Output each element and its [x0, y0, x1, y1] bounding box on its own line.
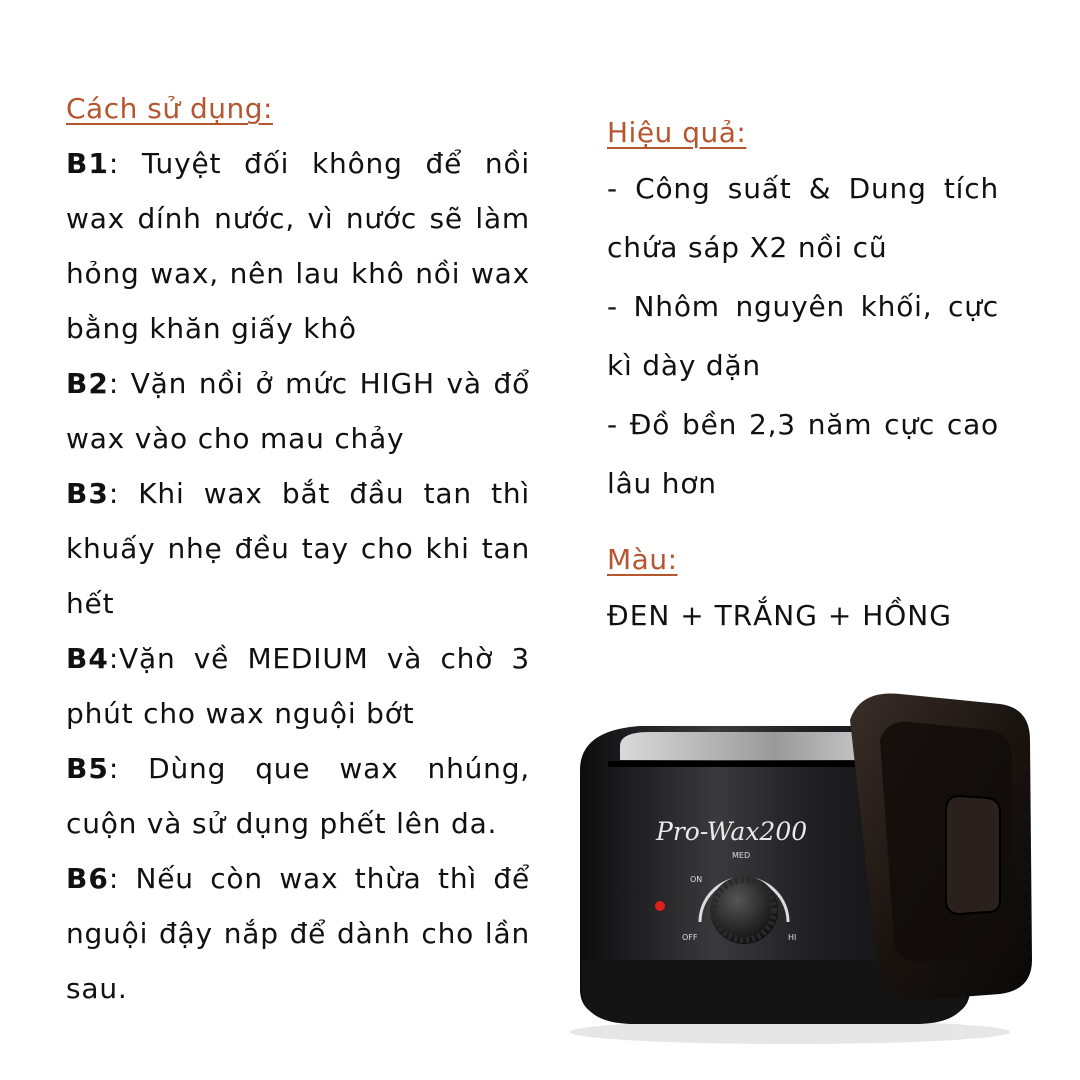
usage-steps [66, 136, 530, 1016]
step-4 [66, 631, 530, 741]
step-label: B1 [66, 147, 109, 180]
step-text: : Tuyệt đối không để nồi wax dính nước, vì nước sẽ làm hỏng wax, nên lau khô nồi wax bằng khăn giấy khô [66, 147, 530, 345]
effect-item: - Đồ bền 2,3 năm cực cao lâu hơn [607, 408, 999, 500]
temperature-knob[interactable] [710, 876, 778, 944]
step-label: B5 [66, 752, 109, 785]
step-2 [66, 356, 530, 466]
lid-handle[interactable] [946, 796, 1000, 914]
dial-label-hi: HI [788, 933, 797, 942]
color-heading: Màu: [607, 543, 678, 576]
step-5 [66, 741, 530, 851]
step-3 [66, 466, 530, 631]
effect-item: - Nhôm nguyên khối, cực kì dày dặn [607, 290, 999, 382]
dial-label-med: MED [732, 851, 751, 860]
effect-item: - Công suất & Dung tích chứa sáp X2 nồi cũ [607, 172, 999, 264]
step-text: : Vặn nồi ở mức HIGH và đổ wax vào cho mau chảy [66, 367, 530, 455]
step-text: : Dùng que wax nhúng, cuộn và sử dụng phết lên da. [66, 752, 530, 840]
step-1 [66, 136, 530, 356]
step-label: B3 [66, 477, 109, 510]
power-led [655, 901, 665, 911]
color-value: ĐEN + TRẮNG + HỒNG [607, 599, 952, 632]
step-label: B4 [66, 642, 109, 675]
dial-label-off: OFF [682, 933, 698, 942]
dial-label-on: ON [690, 875, 703, 884]
brand-label: Pro-Wax200 [656, 817, 808, 846]
effects-heading: Hiệu quả: [607, 116, 747, 149]
step-text: :Vặn về MEDIUM và chờ 3 phút cho wax nguội bớt [66, 642, 530, 730]
step-6 [66, 851, 530, 1016]
step-label: B6 [66, 862, 109, 895]
wax-warmer-image [560, 660, 1060, 1060]
step-text: : Khi wax bắt đầu tan thì khuấy nhẹ đều tay cho khi tan hết [66, 477, 530, 620]
usage-heading: Cách sử dụng: [66, 92, 273, 125]
step-label: B2 [66, 367, 109, 400]
step-text: : Nếu còn wax thừa thì để nguội đậy nắp để dành cho lần sau. [66, 862, 530, 1005]
effects-list [607, 159, 999, 513]
